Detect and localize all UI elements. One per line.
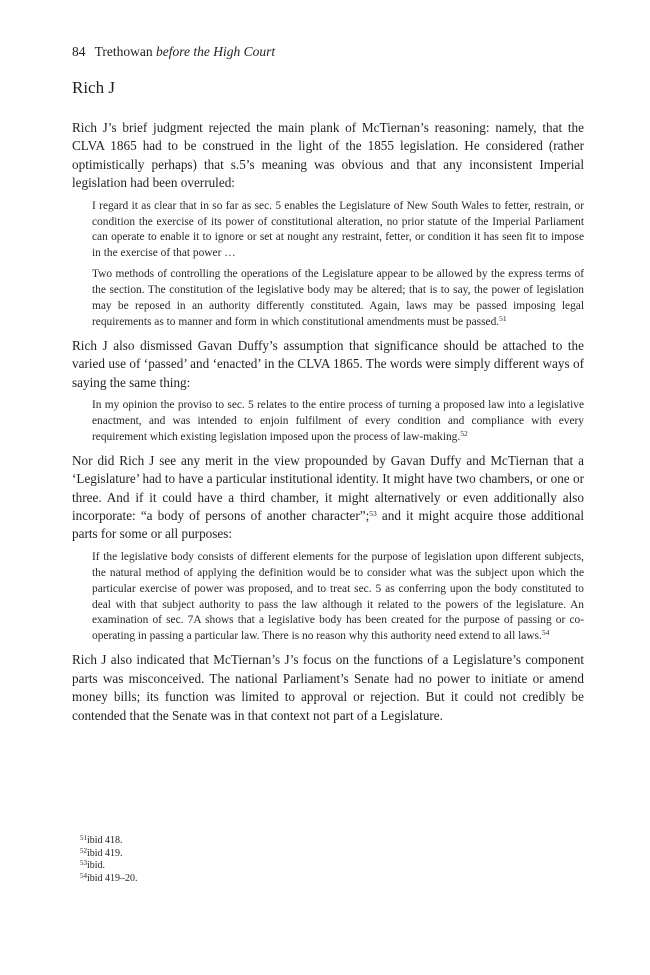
footnote-text: ibid 419–20. [87,872,138,884]
footnote-text: ibid 418. [87,835,123,846]
block-quote-2 [92,398,584,446]
paragraph-3-text-a: Nor did Rich J see any merit in the view propounded by Gavan Duffy and McTiernan that a ‘Legislature’ had to have a particular institutional identity. It might have two chambers, or one or three. And if it could have a third chamber, it might alternatively or even additionally also incorporate: “a body of persons of another character”; [72,452,584,524]
footnote-item [80,860,138,873]
quote-1-part-b-text: Two methods of controlling the operations of the Legislature appear to be allowed by the express terms of the section. The constitution of the legislative body may be altered; that is to say, the power of legislation may be reposed in an authority differently constituted. Again, laws may be passed imposing legal requirements as to manner and form in which constitutional amendments must be passed. [92,268,584,328]
footnote-number: 52 [80,846,87,855]
footnotes [80,835,138,885]
paragraph-4: Rich J also indicated that McTiernan’s J’s focus on the functions of a Legislature’s component parts was misconceived. The national Parliament’s Senate had no power to initiate or amend money bills; its function was limited to approval or rejection. But it could not credibly be contended that the Senate was in that context not part of a Legislature. [72,652,584,723]
paragraph-1: Rich J’s brief judgment rejected the main plank of McTiernan’s reasoning: namely, that the CLVA 1865 had to be construed in the light of the 1855 legislation. He considered (rather optimistically perhaps) that s.5’s meaning was obvious and that any inconsistent Imperial legislation had been overruled: [72,120,584,191]
block-quote-1 [92,199,584,331]
footnote-number: 53 [80,859,87,868]
running-header [72,44,275,60]
body-text [72,119,584,731]
section-title: Rich J [72,78,115,97]
paragraph-3-text-b: and it might acquire those additional parts for some or all purposes: [72,508,584,542]
quote-2-text: In my opinion the proviso to sec. 5 relates to the entire process of turning a proposed law into a legislative enactment, and was intended to enjoin fulfilment of every condition and compliance with every requirement which existing legislation imposed upon the process of law-making. [92,399,584,443]
footnote-ref-52: 52 [460,428,468,438]
footnote-item [80,873,138,886]
footnote-ref-51: 51 [499,313,507,323]
footnote-item [80,835,138,848]
footnote-item [80,848,138,861]
footnote-ref-54: 54 [541,628,550,638]
block-quote-3 [92,550,584,645]
footnote-number: 54 [80,871,87,880]
quote-1-part-b [92,267,584,331]
footnote-text: ibid. [87,860,106,872]
running-title-italic: before the High Court [156,44,276,59]
quote-3 [92,550,584,645]
quote-2 [92,398,584,446]
paragraph-2: Rich J also dismissed Gavan Duffy’s assumption that significance should be attached to the varied use of ‘passed’ and ‘enacted’ in the CLVA 1865. The words were simply different ways of saying the same thing: [72,337,584,390]
footnote-ref-53: 53 [369,509,377,519]
page-number: 84 [72,44,86,59]
quote-1-part-a: I regard it as clear that in so far as sec. 5 enables the Legislature of New South Wales to fetter, restrain, or condition the exercise of its power of constitutional alteration, no prior statute of the Imperial Parliament can operate to enable it to ignore or set at nought any restraint, fetter, or condition it has seen fit to impose in the exercise of that power … [92,199,584,260]
running-title: Trethowan [94,44,153,59]
quote-3-text: If the legislative body consists of different elements for the purpose of legislation upon different subjects, the natural method of applying the definition would be to consider what was the subject upon which the particular exercise of power was proposed, and to treat sec. 5 as conferring upon the body constituted to deal with that subject authority to pass the law although it related to the powers of the legislature. An examination of sec. 7A shows that a legislative body has been created for the purpose of passing or co-operating in passing a particular law. There is no reason why this authority need extend to all laws. [92,550,584,643]
footnote-number: 51 [80,834,87,842]
footnote-text: ibid 419. [87,847,123,859]
paragraph-3 [72,452,584,544]
